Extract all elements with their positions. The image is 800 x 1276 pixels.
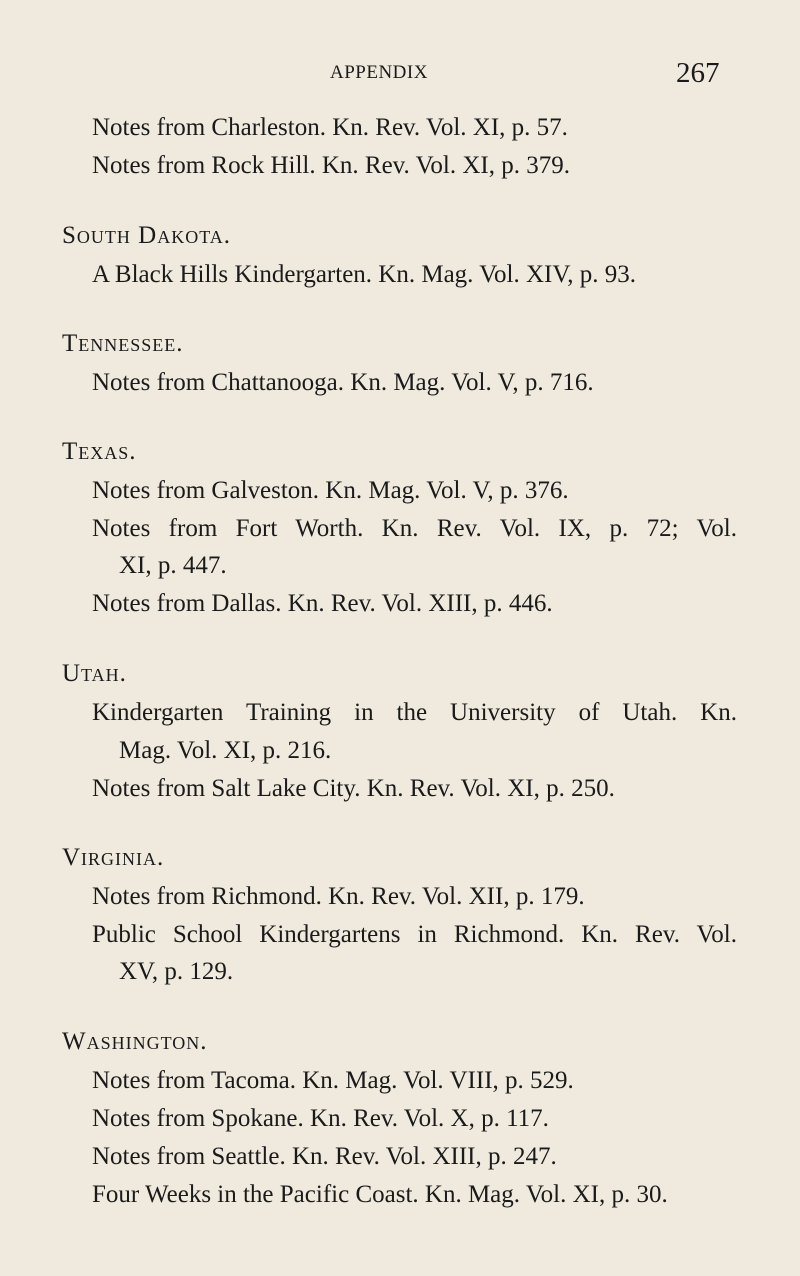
entry-line: Notes from Galveston. Kn. Mag. Vol. V, p. 376. [92, 477, 569, 504]
state-heading: Texas. [62, 438, 137, 465]
entry-line: Notes from Seattle. Kn. Rev. Vol. XIII, p. 247. [92, 1143, 557, 1170]
state-heading: Virginia. [62, 844, 165, 871]
entry-line: A Black Hills Kindergarten. Kn. Mag. Vol. XIV, p. 93. [92, 261, 636, 288]
page-number: 267 [676, 57, 720, 89]
state-heading: Utah. [62, 660, 127, 687]
entry-line: Kindergarten Training in the University of Utah. Kn. [92, 699, 737, 726]
state-heading: Washington. [62, 1028, 208, 1055]
entry-line: Notes from Spokane. Kn. Rev. Vol. X, p. 117. [92, 1105, 549, 1132]
entry-line: Notes from Salt Lake City. Kn. Rev. Vol. XI, p. 250. [92, 775, 615, 802]
entry-line: Notes from Tacoma. Kn. Mag. Vol. VIII, p. 529. [92, 1067, 574, 1094]
entry-line: Notes from Rock Hill. Kn. Rev. Vol. XI, p. 379. [92, 152, 570, 179]
entry-line: Notes from Charleston. Kn. Rev. Vol. XI, p. 57. [92, 114, 568, 141]
state-heading: South Dakota. [62, 222, 231, 249]
entry-line: Public School Kindergartens in Richmond. Kn. Rev. Vol. [92, 921, 737, 948]
entry-line: Notes from Dallas. Kn. Rev. Vol. XIII, p. 446. [92, 590, 553, 617]
entry-line: Notes from Fort Worth. Kn. Rev. Vol. IX, p. 72; Vol. [92, 515, 737, 542]
entry-line: Notes from Richmond. Kn. Rev. Vol. XII, p. 179. [92, 883, 585, 910]
entry-line-continued: XI, p. 447. [119, 552, 227, 579]
entry-line-continued: Mag. Vol. XI, p. 216. [119, 737, 332, 764]
running-header: APPENDIX [330, 62, 428, 83]
state-heading: Tennessee. [62, 330, 184, 357]
entry-line: Notes from Chattanooga. Kn. Mag. Vol. V, p. 716. [92, 369, 594, 396]
entry-line: Four Weeks in the Pacific Coast. Kn. Mag. Vol. XI, p. 30. [92, 1181, 668, 1208]
entry-line-continued: XV, p. 129. [119, 958, 234, 985]
